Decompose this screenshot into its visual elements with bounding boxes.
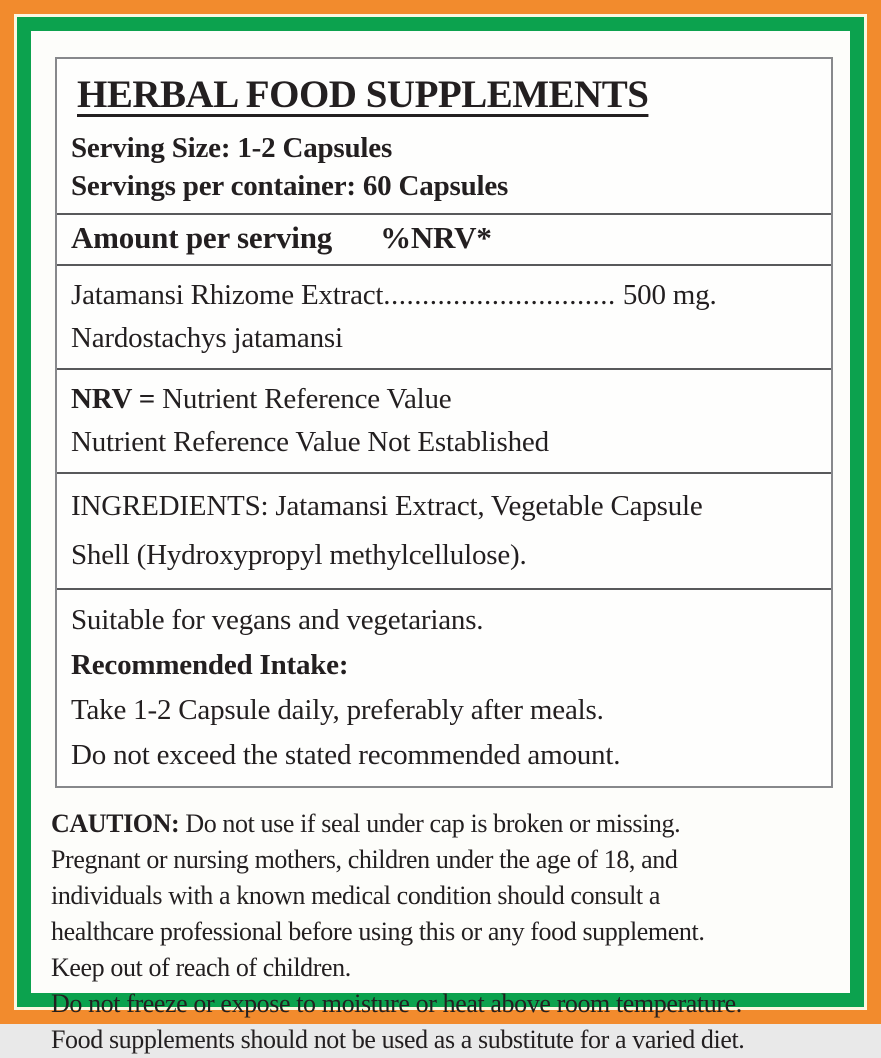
ingredients-line-2: Shell (Hydroxypropyl methylcellulose). xyxy=(71,539,527,571)
ingredient-amount: 500 mg. xyxy=(615,279,717,311)
servings-per-container: Servings per container: 60 Capsules xyxy=(71,170,509,202)
recommended-intake-title: Recommended Intake: xyxy=(71,649,349,681)
caution-line: individuals with a known medical condition should consult a xyxy=(51,881,660,910)
caution-first-text: Do not use if seal under cap is broken or missing. xyxy=(179,809,681,838)
caution-block xyxy=(51,806,834,1058)
caution-line: healthcare professional before using this or any food supplement. xyxy=(51,917,705,946)
panel-title: HERBAL FOOD SUPPLEMENTS xyxy=(77,73,649,116)
nrv-not-established-line: Nutrient Reference Value Not Established xyxy=(71,426,549,458)
caution-line-first xyxy=(51,806,834,842)
amount-per-serving-header: Amount per serving xyxy=(71,220,333,255)
caution-line: Food supplements should not be used as a substitute for a varied diet. xyxy=(51,1025,745,1054)
amount-header-row xyxy=(71,220,817,256)
nrv-label: NRV = xyxy=(71,383,156,415)
supplement-facts-panel xyxy=(55,57,833,788)
ingredient-name: Jatamansi Rhizome Extract xyxy=(71,279,384,311)
caution-label: CAUTION: xyxy=(51,809,180,838)
intake-instruction-line: Take 1-2 Capsule daily, preferably after meals. xyxy=(71,694,604,726)
caution-line: Keep out of reach of children. xyxy=(51,953,351,982)
amount-header-section xyxy=(57,213,831,264)
ingredients-list-section xyxy=(57,472,831,588)
nrv-column-header: %NRV* xyxy=(380,220,492,255)
frame-green-ring xyxy=(17,17,864,1054)
vegan-suitability-line: Suitable for vegans and vegetarians. xyxy=(71,604,484,636)
usage-section xyxy=(57,588,831,786)
caution-line: Do not freeze or expose to moisture or heat above room temperature. xyxy=(51,989,742,1018)
nrv-note-section xyxy=(57,368,831,472)
ingredient-row-section xyxy=(57,264,831,368)
ingredients-line-1: INGREDIENTS: Jatamansi Extract, Vegetable Capsule xyxy=(71,490,703,522)
ingredient-line xyxy=(71,274,817,317)
ingredient-botanical-name: Nardostachys jatamansi xyxy=(71,322,343,354)
dot-leader: .............................. xyxy=(383,279,616,311)
panel-header-section xyxy=(57,59,831,213)
nrv-definition-line xyxy=(71,378,817,421)
intake-limit-line: Do not exceed the stated recommended amount. xyxy=(71,739,621,771)
nrv-text: Nutrient Reference Value xyxy=(155,383,452,415)
caution-line: Pregnant or nursing mothers, children under the age of 18, and xyxy=(51,845,678,874)
label-content xyxy=(31,31,850,1054)
frame-gap-ring xyxy=(14,14,867,1054)
serving-size: Serving Size: 1-2 Capsules xyxy=(71,132,393,164)
